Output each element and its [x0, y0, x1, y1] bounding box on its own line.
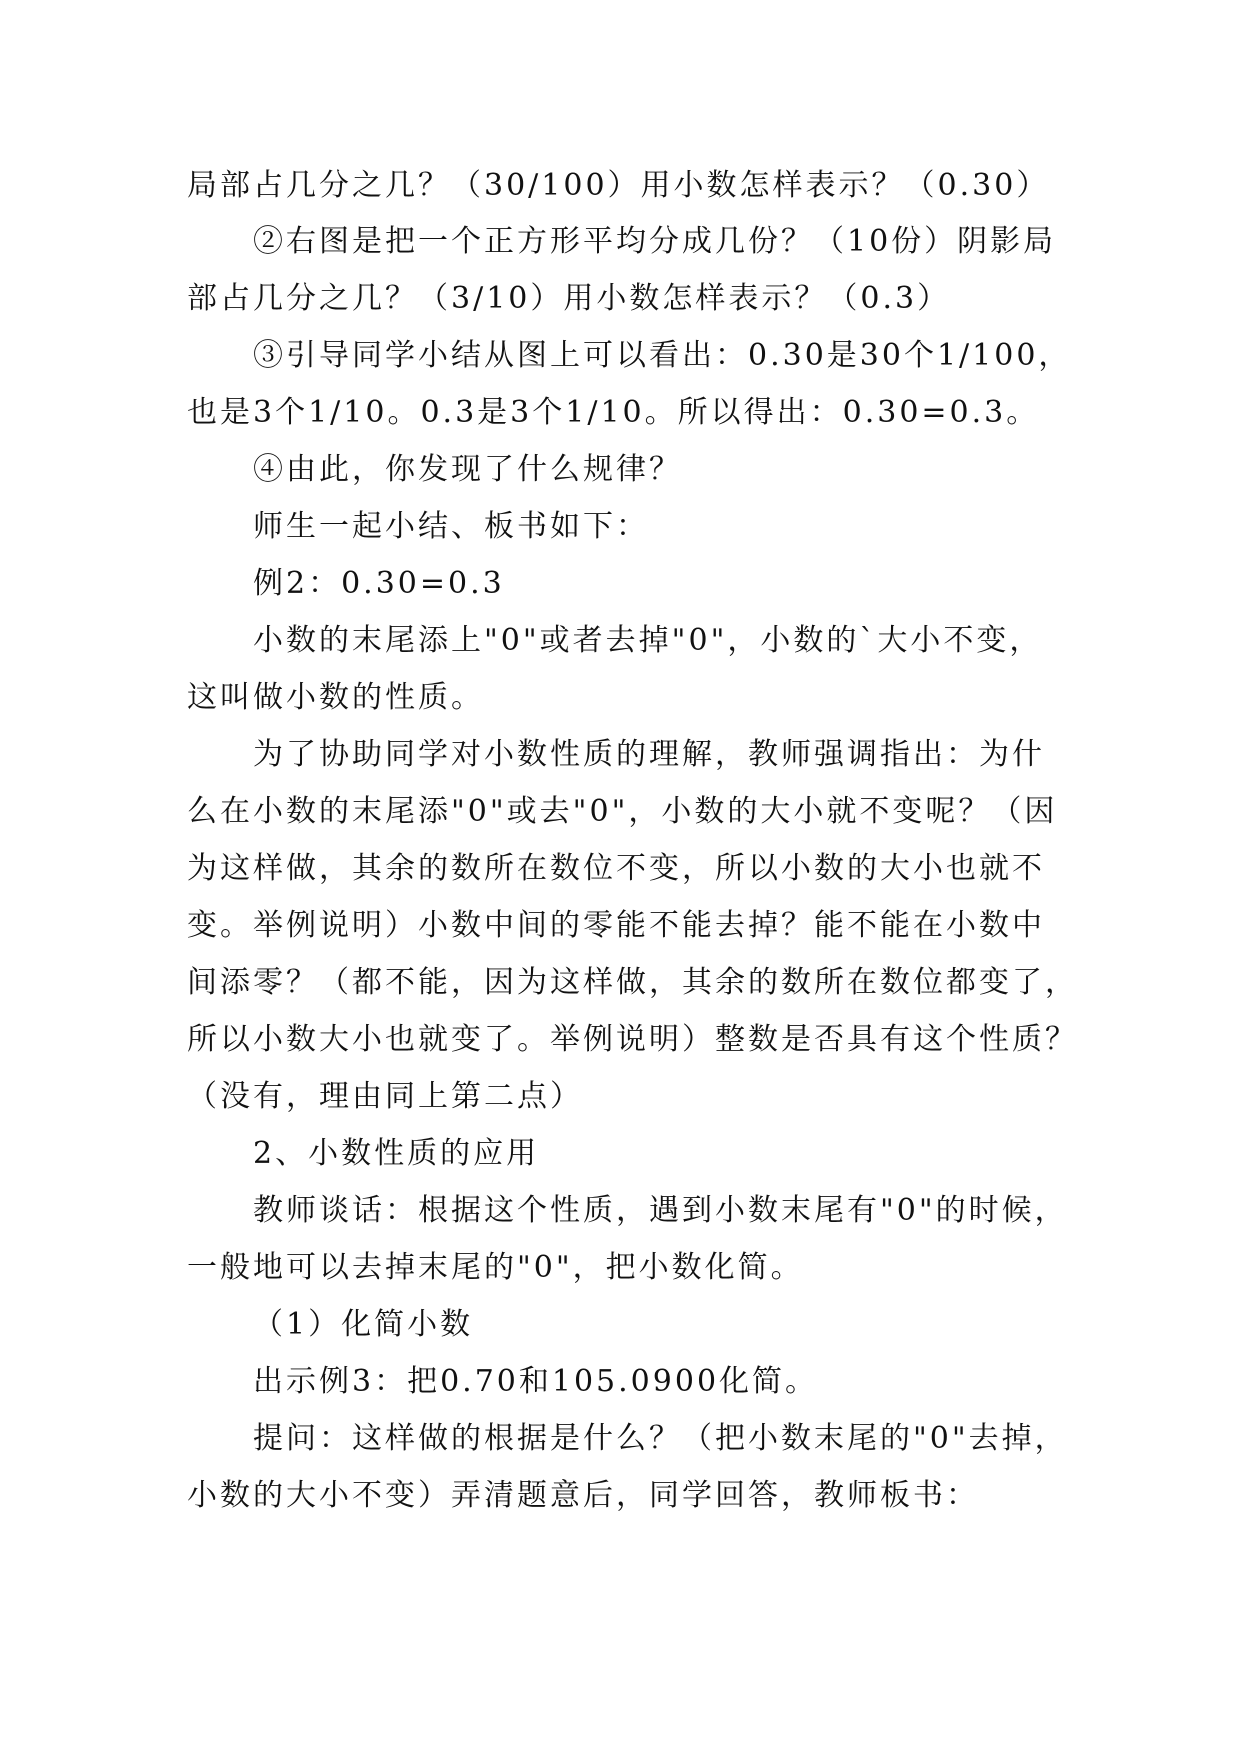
text-line: ③引导同学小结从图上可以看出：0.30是30个1/100， — [253, 338, 1072, 373]
text-line: 小数的大小不变）弄清题意后，同学回答，教师板书： — [187, 1478, 979, 1513]
text-line: 提问：这样做的根据是什么？（把小数末尾的"0"去掉， — [253, 1421, 1068, 1456]
text-line: 师生一起小结、板书如下： — [253, 509, 649, 544]
text-line: 2、小数性质的应用 — [253, 1136, 540, 1171]
text-line: 小数的末尾添上"0"或者去掉"0"，小数的`大小不变， — [253, 623, 1043, 658]
text-line: 例2：0.30=0.3 — [253, 566, 505, 601]
text-line: 教师谈话：根据这个性质，遇到小数末尾有"0"的时候， — [253, 1193, 1068, 1228]
text-line: 么在小数的末尾添"0"或去"0"，小数的大小就不变呢？（因 — [187, 794, 1058, 829]
text-line: 出示例3：把0.70和105.0900化简。 — [253, 1364, 819, 1399]
text-line: 所以小数大小也就变了。举例说明）整数是否具有这个性质？ — [187, 1022, 1078, 1057]
text-line: ②右图是把一个正方形平均分成几份？（10份）阴影局 — [253, 224, 1057, 259]
text-line: 局部占几分之几？（30/100）用小数怎样表示？（0.30） — [187, 168, 1050, 203]
text-line: 为这样做，其余的数所在数位不变，所以小数的大小也就不 — [187, 851, 1045, 886]
text-line: 这叫做小数的性质。 — [187, 680, 484, 715]
text-line: 也是3个1/10。0.3是3个1/10。所以得出：0.30=0.3。 — [187, 395, 1040, 430]
text-line: 为了协助同学对小数性质的理解，教师强调指出：为什 — [253, 737, 1045, 772]
text-line: 一般地可以去掉末尾的"0"，把小数化简。 — [187, 1250, 804, 1285]
text-line: （1）化简小数 — [253, 1307, 474, 1342]
text-line: ④由此，你发现了什么规律？ — [253, 452, 682, 487]
text-line: 间添零？（都不能，因为这样做，其余的数所在数位都变了， — [187, 965, 1078, 1000]
text-line: （没有，理由同上第二点） — [187, 1079, 583, 1114]
text-line: 变。举例说明）小数中间的零能不能去掉？能不能在小数中 — [187, 908, 1045, 943]
text-line: 部占几分之几？（3/10）用小数怎样表示？（0.3） — [187, 281, 951, 316]
